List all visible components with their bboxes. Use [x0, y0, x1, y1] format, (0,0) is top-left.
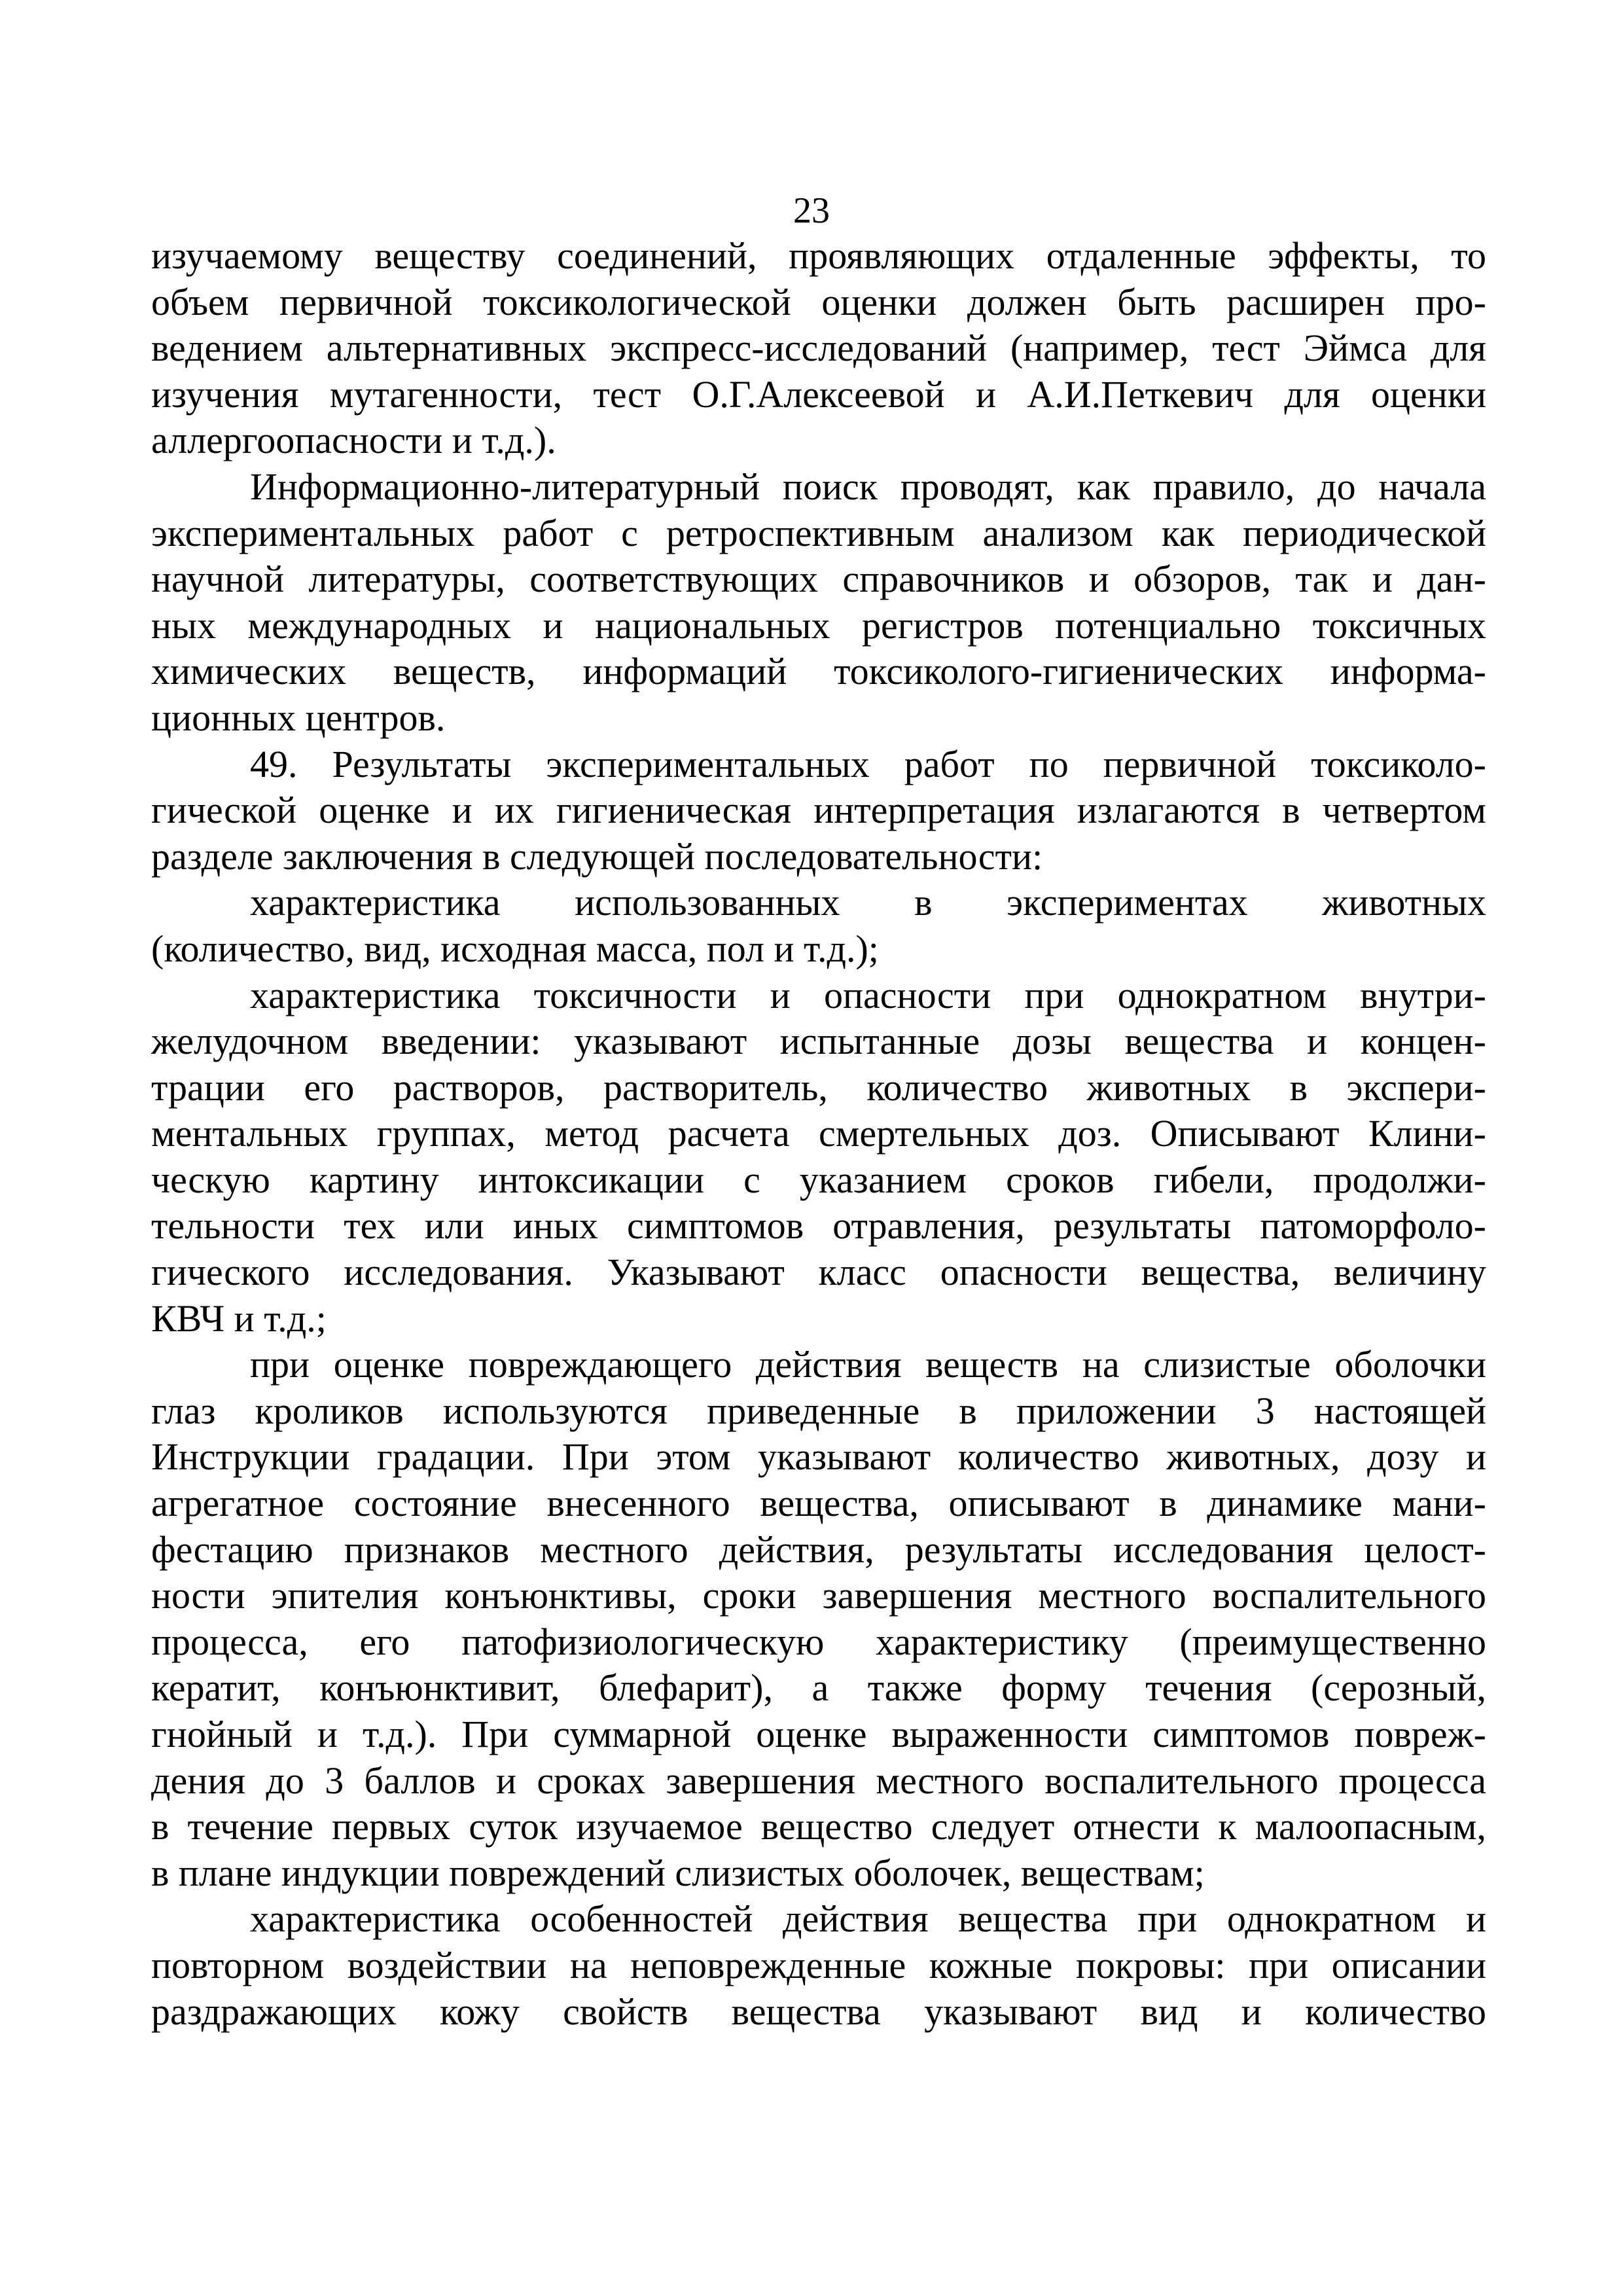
- paragraph-first-line: характеристика токсичности и опасности при однократном внутри-: [250, 973, 1486, 1016]
- text-line: научной литературы, соответствующих справочников и обзоров, так и дан-: [151, 558, 1486, 601]
- text-line: изучения мутагенности, тест О.Г.Алексеевой и А.И.Петкевич для оценки: [151, 372, 1486, 416]
- text-line: повторном воздействии на неповрежденные кожные покровы: при описании: [151, 1943, 1486, 1986]
- text-line: разделе заключения в следующей последовательности:: [151, 834, 1043, 878]
- text-line: изучаемому веществу соединений, проявляющих отдаленные эффекты, то: [151, 234, 1486, 277]
- text-line: химических веществ, информаций токсиколого-гигиенических информа-: [151, 650, 1486, 693]
- paragraph-first-line: при оценке повреждающего действия веществ на слизистые оболочки: [250, 1343, 1486, 1386]
- text-line: ментальных группах, метод расчета смертельных доз. Описывают Клини-: [151, 1112, 1486, 1155]
- paragraph-first-line: Информационно-литературный поиск проводят, как правило, до начала: [250, 465, 1486, 508]
- body-text: [151, 233, 1486, 2035]
- text-line: гической оценке и их гигиеническая интерпретация излагаются в четвертом: [151, 789, 1486, 832]
- text-line: ческую картину интоксикации с указанием сроков гибели, продолжи-: [151, 1158, 1486, 1201]
- text-line: кератит, конъюнктивит, блефарит), а также форму течения (серозный,: [151, 1666, 1486, 1710]
- text-line: (количество, вид, исходная масса, пол и т.д.);: [151, 927, 879, 970]
- page-number: 23: [793, 190, 830, 231]
- text-line: глаз кроликов используются приведенные в приложении 3 настоящей: [151, 1389, 1486, 1432]
- text-line: Инструкции градации. При этом указывают количество животных, дозу и: [151, 1435, 1486, 1479]
- text-line: гнойный и т.д.). При суммарной оценке выраженности симптомов повреж-: [151, 1713, 1486, 1755]
- text-line: экспериментальных работ с ретроспективным анализом как периодической: [151, 511, 1486, 554]
- text-line: ционных центров.: [151, 696, 446, 739]
- text-line: гического исследования. Указывают класс опасности вещества, величину: [151, 1251, 1486, 1294]
- text-line: дения до 3 баллов и сроках завершения местного воспалительного процесса: [151, 1759, 1486, 1802]
- text-line: аллергоопасности и т.д.).: [151, 419, 556, 462]
- paragraph-first-line: характеристика особенностей действия вещества при однократном и: [250, 1897, 1486, 1941]
- text-line: КВЧ и т.д.;: [151, 1297, 327, 1340]
- text-line: желудочном введении: указывают испытанные дозы вещества и концен-: [151, 1020, 1486, 1063]
- text-line: ности эпителия конъюнктивы, сроки завершения местного воспалительного: [151, 1574, 1486, 1617]
- text-line: тельности тех или иных симптомов отравления, результаты патоморфоло-: [151, 1204, 1486, 1247]
- text-line: в плане индукции повреждений слизистых оболочек, веществам;: [151, 1851, 1205, 1894]
- text-line: раздражающих кожу свойств вещества указывают вид и количество: [151, 1990, 1486, 2033]
- text-line: ных международных и национальных регистров потенциально токсичных: [151, 603, 1486, 647]
- text-line: объем первичной токсикологической оценки должен быть расширен про-: [151, 280, 1486, 323]
- text-line: агрегатное состояние внесенного вещества, описывают в динамике мани-: [151, 1482, 1486, 1525]
- paragraph-first-line: характеристика использованных в экспериментах животных: [250, 881, 1486, 924]
- text-line: процесса, его патофизиологическую характеристику (преимущественно: [151, 1620, 1486, 1663]
- paragraph-first-line: 49. Результаты экспериментальных работ по первичной токсиколо-: [250, 742, 1486, 785]
- text-line: в течение первых суток изучаемое вещество следует отнести к малоопасным,: [151, 1805, 1486, 1848]
- text-line: ведением альтернативных экспресс-исследований (например, тест Эймса для: [151, 327, 1486, 370]
- text-line: фестацию признаков местного действия, результаты исследования целост-: [151, 1528, 1486, 1571]
- text-line: трации его растворов, растворитель, количество животных в экспери-: [151, 1066, 1486, 1109]
